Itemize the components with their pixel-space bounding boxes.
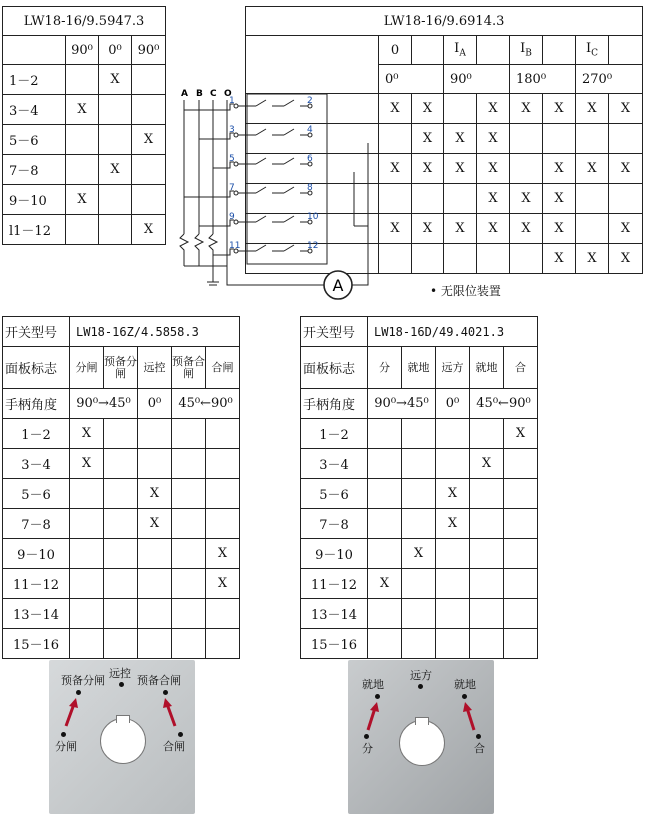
table-row: [301, 479, 538, 509]
contact-cell: X: [99, 65, 132, 95]
table-b-position: $I_B$: [510, 36, 543, 65]
contact-cell: [104, 479, 138, 509]
contact-label: 9－10: [3, 539, 70, 569]
contact-label: 3－4: [3, 449, 70, 479]
contact-cell: X: [477, 94, 510, 124]
contact-cell: X: [444, 124, 477, 154]
contact-switch-icon: [238, 187, 308, 193]
contact-cell: [504, 599, 538, 629]
angle-span: 45⁰←90⁰: [470, 389, 538, 419]
contact-cell: [444, 244, 477, 274]
contact-label: 9－10: [3, 185, 66, 215]
contact-cell: [368, 449, 402, 479]
contact-cell: X: [70, 419, 104, 449]
contact-cell: [206, 449, 240, 479]
terminal-number-right: 8: [307, 183, 313, 193]
panel-mark: 合闸: [206, 347, 240, 389]
panel-label: 面板标志: [3, 347, 70, 389]
contact-cell: X: [138, 479, 172, 509]
contact-cell: [368, 629, 402, 659]
table-row: [3, 479, 240, 509]
contact-cell: [576, 124, 609, 154]
plate-label: 预备合闸: [137, 674, 181, 687]
contact-cell: [206, 599, 240, 629]
table-row: [3, 509, 240, 539]
contact-cell: [470, 419, 504, 449]
table-b-angle: 0⁰: [379, 65, 444, 94]
contact-cell: [368, 419, 402, 449]
contact-cell: [99, 125, 132, 155]
shaft-key: [116, 715, 130, 723]
panel-mark: 远控: [138, 347, 172, 389]
contact-cell: [543, 124, 576, 154]
contact-cell: X: [412, 214, 444, 244]
contact-cell: X: [132, 215, 166, 245]
plate-label: 合闸: [163, 740, 185, 753]
wiring-diagram: [168, 84, 378, 304]
contact-label: 9－10: [301, 539, 368, 569]
contact-cell: [172, 509, 206, 539]
contact-cell: [504, 479, 538, 509]
contact-label: 3－4: [3, 95, 66, 125]
contact-cell: [172, 629, 206, 659]
contact-cell: [444, 94, 477, 124]
contact-cell: X: [368, 569, 402, 599]
table-c: [2, 316, 240, 659]
contact-cell: X: [206, 569, 240, 599]
contact-cell: [70, 599, 104, 629]
model-label: 开关型号: [3, 317, 70, 347]
contact-cell: X: [543, 94, 576, 124]
plate-label: 远方: [410, 669, 432, 682]
contact-cell: X: [543, 214, 576, 244]
contact-cell: [70, 569, 104, 599]
table-row: [3, 539, 240, 569]
contact-cell: [104, 629, 138, 659]
panel-mark: 就地: [402, 347, 436, 389]
contact-cell: [436, 599, 470, 629]
contact-cell: [138, 449, 172, 479]
ammeter-label: A: [332, 276, 344, 295]
terminal-number-right: 6: [307, 154, 313, 164]
plate-label: 远控: [109, 667, 131, 680]
contact-cell: [504, 629, 538, 659]
contact-cell: X: [510, 94, 543, 124]
contact-cell: X: [576, 244, 609, 274]
angle-label: 手柄角度: [3, 389, 70, 419]
contact-label: 5－6: [301, 479, 368, 509]
contact-cell: [66, 215, 99, 245]
contact-cell: X: [412, 154, 444, 184]
contact-cell: [402, 599, 436, 629]
table-row: [3, 65, 166, 95]
terminal-number-left: 7: [229, 183, 235, 193]
contact-cell: [206, 629, 240, 659]
contact-cell: [206, 419, 240, 449]
phase-label-b: B: [196, 89, 203, 99]
table-row: [301, 419, 538, 449]
phase-label-a: A: [181, 89, 188, 99]
panel-mark: 预备分闸: [104, 347, 138, 389]
panel-label: 面板标志: [301, 347, 368, 389]
contact-label: 15－16: [3, 629, 70, 659]
contact-cell: [436, 539, 470, 569]
contact-label: 7－8: [3, 509, 70, 539]
table-row: [3, 215, 166, 245]
contact-cell: [470, 479, 504, 509]
contact-cell: [444, 184, 477, 214]
terminal-number-right: 10: [307, 212, 319, 222]
contact-cell: X: [510, 184, 543, 214]
contact-cell: X: [543, 184, 576, 214]
table-row: [301, 569, 538, 599]
contact-cell: [436, 629, 470, 659]
contact-cell: X: [412, 124, 444, 154]
contact-cell: X: [510, 214, 543, 244]
contact-label: 5－6: [3, 125, 66, 155]
table-a-header: 90⁰: [132, 36, 166, 65]
contact-switch-icon: [238, 129, 308, 135]
contact-cell: X: [504, 419, 538, 449]
contact-cell: [104, 539, 138, 569]
contact-cell: [504, 539, 538, 569]
panel-mark: 合: [504, 347, 538, 389]
contact-cell: X: [379, 214, 412, 244]
contact-cell: X: [379, 94, 412, 124]
contact-cell: [132, 155, 166, 185]
contact-cell: [470, 509, 504, 539]
contact-cell: [576, 214, 609, 244]
contact-cell: X: [609, 94, 643, 124]
shaft-hole: [399, 720, 445, 766]
plate-label: 合: [474, 742, 485, 755]
panel-mark: 分: [368, 347, 402, 389]
contact-label: 5－6: [3, 479, 70, 509]
contact-cell: [206, 479, 240, 509]
contact-cell: [504, 509, 538, 539]
contact-cell: [609, 184, 643, 214]
plate-label: 分: [362, 742, 373, 755]
contact-label: 7－8: [301, 509, 368, 539]
table-a-title: LW18-16/9.5947.3: [3, 7, 166, 36]
contact-cell: X: [412, 94, 444, 124]
contact-cell: X: [609, 244, 643, 274]
contact-cell: [104, 509, 138, 539]
contact-cell: [368, 509, 402, 539]
plate-label: 预备分闸: [61, 674, 105, 687]
plate-label: 就地: [454, 678, 476, 691]
contact-cell: X: [436, 509, 470, 539]
contact-cell: [510, 244, 543, 274]
contact-label: 1－2: [3, 419, 70, 449]
contact-label: 1－2: [3, 65, 66, 95]
contact-cell: [504, 569, 538, 599]
contact-cell: X: [470, 449, 504, 479]
contact-cell: [172, 449, 206, 479]
contact-cell: [402, 479, 436, 509]
contact-label: 7－8: [3, 155, 66, 185]
contact-cell: [104, 599, 138, 629]
contact-cell: [104, 569, 138, 599]
table-a-header: 0⁰: [99, 36, 132, 65]
contact-cell: [436, 419, 470, 449]
table-b-angle: 90⁰: [444, 65, 510, 94]
contact-cell: [368, 539, 402, 569]
contact-cell: X: [543, 244, 576, 274]
model-label: 开关型号: [301, 317, 368, 347]
contact-cell: [138, 599, 172, 629]
contact-cell: [132, 95, 166, 125]
terminal-number-left: 5: [229, 154, 235, 164]
contact-label: 1－2: [301, 419, 368, 449]
table-b-position: $I_C$: [576, 36, 609, 65]
contact-cell: [172, 569, 206, 599]
contact-cell: [436, 569, 470, 599]
contact-cell: [379, 244, 412, 274]
contact-cell: X: [70, 449, 104, 479]
contact-cell: X: [477, 154, 510, 184]
table-row: [3, 569, 240, 599]
contact-cell: [70, 629, 104, 659]
note-no-limit: • 无限位装置: [430, 284, 501, 298]
contact-cell: [470, 569, 504, 599]
plate-label: 分闸: [55, 740, 77, 753]
contact-label: l1－12: [3, 215, 66, 245]
model-value: LW18-16Z/4.5858.3: [70, 317, 240, 347]
contact-cell: X: [477, 124, 510, 154]
contact-cell: [132, 65, 166, 95]
contact-cell: X: [66, 95, 99, 125]
contact-cell: X: [138, 509, 172, 539]
contact-cell: [99, 185, 132, 215]
contact-cell: [576, 184, 609, 214]
contact-cell: [70, 509, 104, 539]
contact-cell: [402, 509, 436, 539]
table-row: [301, 449, 538, 479]
table-b-angle: 180⁰: [510, 65, 576, 94]
table-a: [2, 6, 166, 245]
contact-cell: [609, 124, 643, 154]
contact-cell: [132, 185, 166, 215]
table-b-position: 0: [379, 36, 412, 65]
table-row: [3, 419, 240, 449]
contact-cell: [138, 569, 172, 599]
table-row: [3, 185, 166, 215]
contact-cell: [99, 215, 132, 245]
shaft-hole: [100, 718, 146, 764]
contact-cell: [436, 449, 470, 479]
contact-cell: X: [477, 184, 510, 214]
table-b-position: $I_A$: [444, 36, 477, 65]
terminal-number-left: 9: [229, 212, 235, 222]
panel-mark: 就地: [470, 347, 504, 389]
table-d: [300, 316, 538, 659]
contact-cell: X: [99, 155, 132, 185]
contact-cell: [104, 449, 138, 479]
panel-plate-d: [348, 660, 494, 814]
table-row: [3, 599, 240, 629]
contact-cell: [510, 124, 543, 154]
contact-cell: X: [402, 539, 436, 569]
model-value: LW18-16D/49.4021.3: [368, 317, 538, 347]
contact-cell: [368, 479, 402, 509]
contact-cell: [504, 449, 538, 479]
table-row: [3, 155, 166, 185]
table-row: [301, 629, 538, 659]
table-a-header: 90⁰: [66, 36, 99, 65]
contact-cell: [412, 244, 444, 274]
contact-cell: [172, 479, 206, 509]
angle-span: 45⁰←90⁰: [172, 389, 240, 419]
contact-cell: [66, 65, 99, 95]
panel-mark: 远方: [436, 347, 470, 389]
contact-cell: X: [436, 479, 470, 509]
panel-plate-c: [49, 660, 195, 814]
contact-cell: [206, 509, 240, 539]
contact-cell: [70, 479, 104, 509]
contact-cell: [470, 629, 504, 659]
contact-cell: [402, 569, 436, 599]
contact-label: 15－16: [301, 629, 368, 659]
contact-cell: [402, 419, 436, 449]
contact-cell: [402, 629, 436, 659]
contact-cell: [172, 539, 206, 569]
contact-cell: [70, 539, 104, 569]
terminal-number-left: 3: [229, 125, 235, 135]
contact-cell: [99, 95, 132, 125]
table-row: [3, 629, 240, 659]
table-row: [3, 95, 166, 125]
angle-center: 0⁰: [138, 389, 172, 419]
contact-cell: [172, 419, 206, 449]
contact-cell: X: [379, 154, 412, 184]
contact-cell: [172, 599, 206, 629]
contact-cell: X: [576, 94, 609, 124]
contact-cell: X: [609, 214, 643, 244]
contact-label: 13－14: [301, 599, 368, 629]
table-row: [301, 599, 538, 629]
terminal-number-right: 12: [307, 241, 319, 251]
contact-cell: [138, 419, 172, 449]
table-b-title: LW18-16/9.6914.3: [246, 7, 643, 36]
contact-cell: X: [576, 154, 609, 184]
contact-cell: X: [477, 214, 510, 244]
contact-cell: [470, 539, 504, 569]
panel-mark: 预备合闸: [172, 347, 206, 389]
terminal-number-left: 11: [229, 241, 241, 251]
phase-label-o: O: [224, 89, 232, 99]
contact-cell: X: [206, 539, 240, 569]
panel-mark: 分闸: [70, 347, 104, 389]
contact-cell: [138, 539, 172, 569]
phase-label-c: C: [210, 89, 217, 99]
table-row: [3, 449, 240, 479]
contact-cell: [104, 419, 138, 449]
angle-span: 90⁰→45⁰: [368, 389, 436, 419]
contact-switch-icon: [238, 216, 308, 222]
contact-cell: [368, 599, 402, 629]
angle-span: 90⁰→45⁰: [70, 389, 138, 419]
table-row: [301, 509, 538, 539]
contact-cell: X: [444, 214, 477, 244]
contact-cell: [66, 125, 99, 155]
contact-switch-icon: [238, 100, 308, 106]
contact-cell: [510, 154, 543, 184]
terminal-number-right: 2: [307, 96, 313, 106]
contact-cell: [477, 244, 510, 274]
angle-label: 手柄角度: [301, 389, 368, 419]
table-row: [3, 125, 166, 155]
contact-cell: [66, 155, 99, 185]
contact-cell: X: [609, 154, 643, 184]
contact-cell: [379, 124, 412, 154]
table-row: [301, 539, 538, 569]
contact-cell: X: [444, 154, 477, 184]
contact-cell: [379, 184, 412, 214]
contact-label: 13－14: [3, 599, 70, 629]
contact-switch-icon: [238, 158, 308, 164]
contact-cell: [402, 449, 436, 479]
contact-cell: X: [132, 125, 166, 155]
terminal-number-right: 4: [307, 125, 313, 135]
contact-cell: X: [66, 185, 99, 215]
contact-cell: [138, 629, 172, 659]
contact-label: 11－12: [3, 569, 70, 599]
contact-cell: [470, 599, 504, 629]
contact-label: 3－4: [301, 449, 368, 479]
plate-label: 就地: [362, 678, 384, 691]
table-b-angle: 270⁰: [576, 65, 643, 94]
table-a-corner: [3, 36, 66, 65]
terminal-number-left: 1: [229, 96, 235, 106]
contact-label: 11－12: [301, 569, 368, 599]
contact-switch-icon: [238, 245, 308, 251]
contact-cell: [412, 184, 444, 214]
table-b-corner: [246, 36, 379, 65]
contact-cell: X: [543, 154, 576, 184]
shaft-key: [415, 717, 429, 725]
angle-center: 0⁰: [436, 389, 470, 419]
